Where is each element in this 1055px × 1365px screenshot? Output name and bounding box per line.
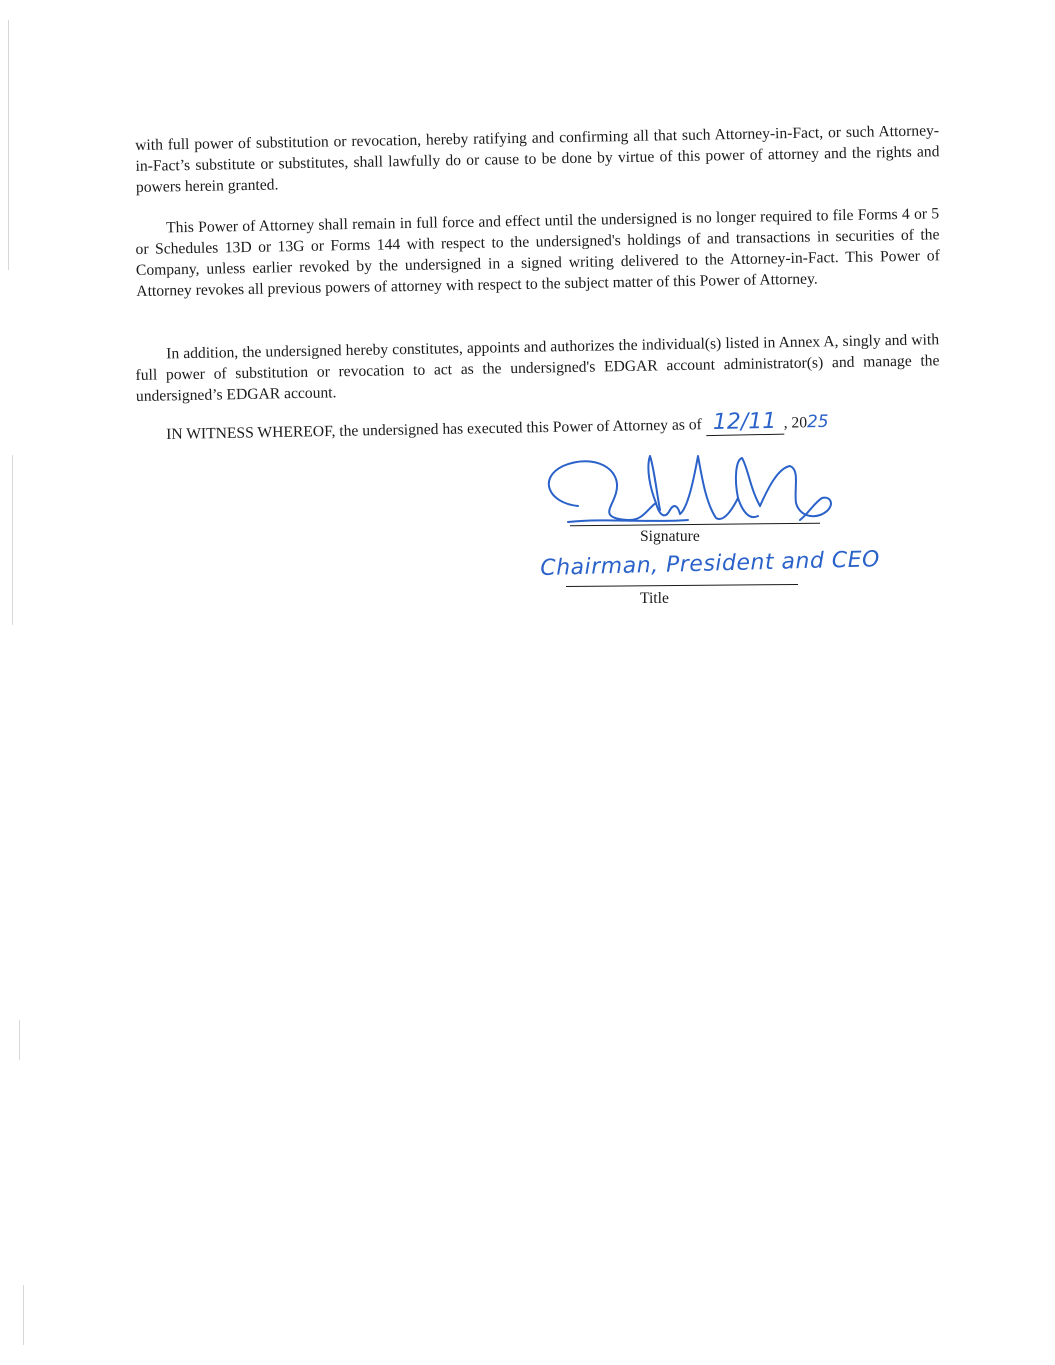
title-caption: Title — [640, 590, 669, 607]
paragraph-continuation — [135, 120, 940, 198]
title-handwritten: Chairman, President and CEO — [540, 547, 881, 581]
paragraph-1: with full power of substitution or revocation, hereby ratifying and confirming all that such Attorney-in-Fact, or such Attorney-in-Fact’s substitute or substitutes, shall lawfully do or cause to be done by virtue of this power of attorney and the rights and powers herein granted. — [135, 122, 940, 196]
date-field — [705, 408, 783, 436]
witness-clause — [166, 408, 833, 446]
year-handwritten: 25 — [806, 411, 829, 433]
paragraph-edgar — [135, 329, 940, 407]
scan-edge-mark — [19, 1020, 20, 1060]
signature-caption: Signature — [640, 528, 700, 545]
date-handwritten: 12/11 — [712, 408, 777, 435]
paragraph-3: In addition, the undersigned hereby constitutes, appoints and authorizes the individual(s) listed in Annex A, singly and with full power of substitution or revocation to act as the undersigned's EDGAR account administrator(s) and manage the undersigned’s EDGAR account. — [135, 331, 940, 405]
handwritten-signature — [538, 448, 838, 533]
paragraph-term — [135, 203, 940, 302]
scan-edge-mark — [12, 455, 13, 625]
title-line — [566, 584, 798, 587]
date-comma: , — [783, 414, 788, 432]
paragraph-2: This Power of Attorney shall remain in full force and effect until the undersigned is no longer required to file Forms 4 or 5 or Schedules 13D or 13G or Forms 144 with respect to the undersigned's holdings of and transactions in securities of the Company, unless earlier revoked by the undersigned in a signed writing delivered to the Attorney-in-Fact. This Power of Attorney revokes all previous powers of attorney with respect to the subject matter of this Power of Attorney. — [135, 205, 940, 300]
scan-edge-mark — [23, 1285, 24, 1345]
scan-edge-mark — [8, 20, 9, 270]
year-prefix: 20 — [791, 414, 808, 432]
witness-text: IN WITNESS WHEREOF, the undersigned has executed this Power of Attorney as of — [166, 416, 702, 443]
